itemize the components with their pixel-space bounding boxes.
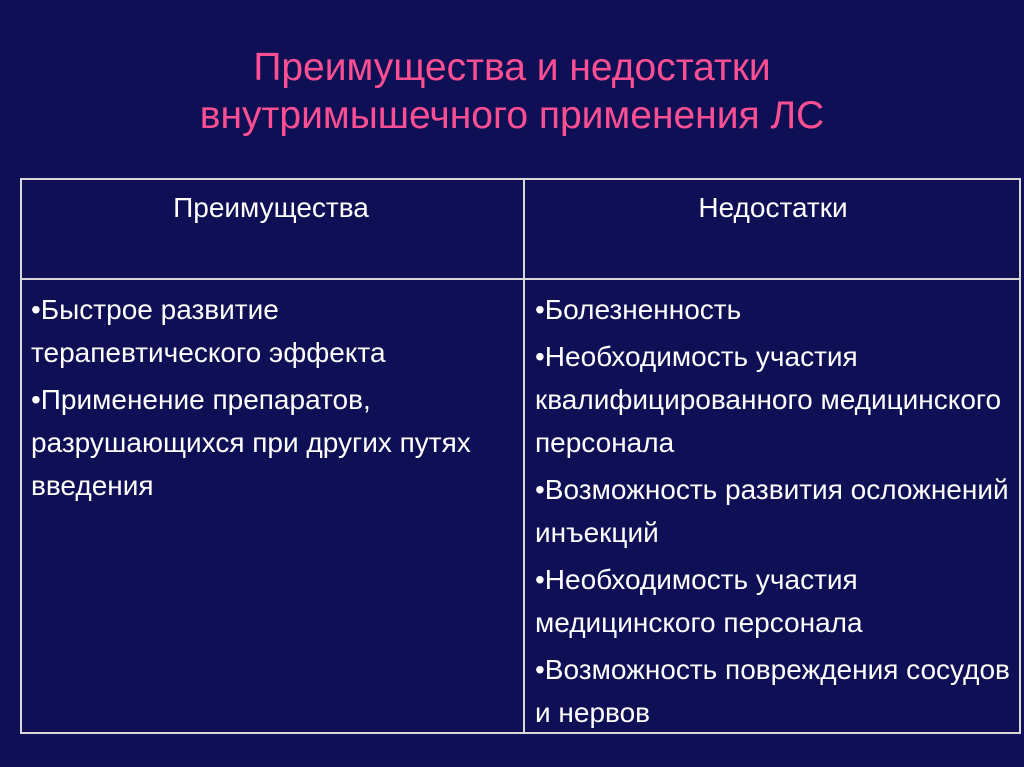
header-disadvantages: Недостатки <box>698 192 848 223</box>
title-line-2: внутримышечного применения ЛС <box>199 94 825 137</box>
advantage-item: •Применение препаратов, разрушающихся при других путях введения <box>31 384 471 501</box>
slide-title <box>0 44 1024 140</box>
disadvantage-item: •Необходимость участия квалифицированного медицинского персонала <box>535 341 1002 458</box>
disadvantage-item: •Болезненность <box>535 294 742 325</box>
disadvantage-item: •Возможность развития осложнений инъекций <box>535 474 1009 548</box>
column-divider <box>523 180 525 732</box>
header-advantages: Преимущества <box>173 192 369 223</box>
advantage-item: •Быстрое развитие терапевтического эффекта <box>31 294 386 368</box>
disadvantage-item: •Необходимость участия медицинского персонала <box>535 564 863 638</box>
header-divider <box>22 278 1019 280</box>
disadvantages-list <box>535 288 1015 738</box>
title-line-1: Преимущества и недостатки <box>253 46 771 89</box>
advantages-list <box>31 288 511 511</box>
disadvantage-item: •Возможность повреждения сосудов и нервов <box>535 654 1010 728</box>
comparison-table <box>20 178 1021 734</box>
